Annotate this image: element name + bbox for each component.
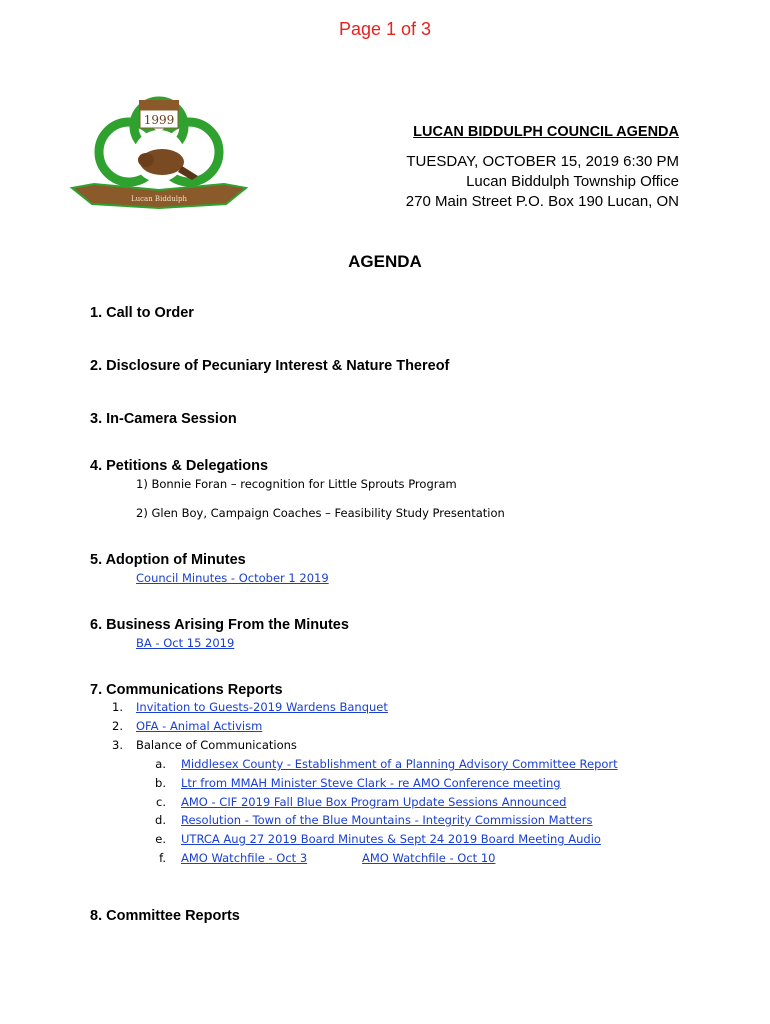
list-marker: 1. <box>112 700 123 714</box>
page-indicator: Page 1 of 3 <box>338 19 432 39</box>
delegation-item: 2) Glen Boy, Campaign Coaches – Feasibility Study Presentation <box>136 506 505 520</box>
logo-year: 1999 <box>143 113 175 127</box>
communication-link[interactable]: AMO Watchfile - Oct 10 <box>362 851 496 865</box>
list-marker: d. <box>155 813 166 827</box>
business-arising-link[interactable]: BA - Oct 15 2019 <box>136 636 235 650</box>
section-disclosure: 2. Disclosure of Pecuniary Interest & Nature Thereof <box>90 358 450 374</box>
section-in-camera: 3. In-Camera Session <box>90 411 237 427</box>
agenda-heading: AGENDA <box>348 252 422 271</box>
communication-link[interactable]: AMO - CIF 2019 Fall Blue Box Program Update Sessions Announced <box>181 795 567 809</box>
communication-link[interactable]: Invitation to Guests-2019 Wardens Banquet <box>136 700 388 714</box>
logo-banner: Lucan Biddulph <box>130 195 188 203</box>
communication-link[interactable]: OFA - Animal Activism <box>136 719 263 733</box>
communication-link[interactable]: Middlesex County - Establishment of a Planning Advisory Committee Report <box>181 757 618 771</box>
list-marker: b. <box>155 776 166 790</box>
agenda-title: LUCAN BIDDULPH COUNCIL AGENDA <box>413 124 679 140</box>
communication-item: Balance of Communications <box>136 738 297 752</box>
township-logo <box>66 92 252 216</box>
list-marker: 2. <box>112 719 123 733</box>
section-committee-reports: 8. Committee Reports <box>90 908 240 924</box>
list-marker: 3. <box>112 738 123 752</box>
council-minutes-link[interactable]: Council Minutes - October 1 2019 <box>136 571 329 585</box>
meeting-date: TUESDAY, OCTOBER 15, 2019 6:30 PM <box>406 153 679 170</box>
communication-link[interactable]: Ltr from MMAH Minister Steve Clark - re AMO Conference meeting <box>181 776 561 790</box>
section-business-arising: 6. Business Arising From the Minutes <box>90 617 349 633</box>
meeting-venue: Lucan Biddulph Township Office <box>466 173 679 190</box>
meeting-address: 270 Main Street P.O. Box 190 Lucan, ON <box>405 193 679 210</box>
communication-link[interactable]: AMO Watchfile - Oct 3 <box>181 851 308 865</box>
list-marker: c. <box>156 795 166 809</box>
communication-link[interactable]: Resolution - Town of the Blue Mountains - Integrity Commission Matters <box>181 813 593 827</box>
communication-link[interactable]: UTRCA Aug 27 2019 Board Minutes & Sept 24 2019 Board Meeting Audio <box>181 832 601 846</box>
section-call-to-order: 1. Call to Order <box>90 305 194 321</box>
section-communications: 7. Communications Reports <box>90 682 283 698</box>
section-minutes: 5. Adoption of Minutes <box>90 552 246 568</box>
list-marker: a. <box>155 757 166 771</box>
list-marker: e. <box>155 832 166 846</box>
delegation-item: 1) Bonnie Foran – recognition for Little Sprouts Program <box>136 477 457 491</box>
section-petitions: 4. Petitions & Delegations <box>90 458 269 474</box>
list-marker: f. <box>159 851 166 865</box>
